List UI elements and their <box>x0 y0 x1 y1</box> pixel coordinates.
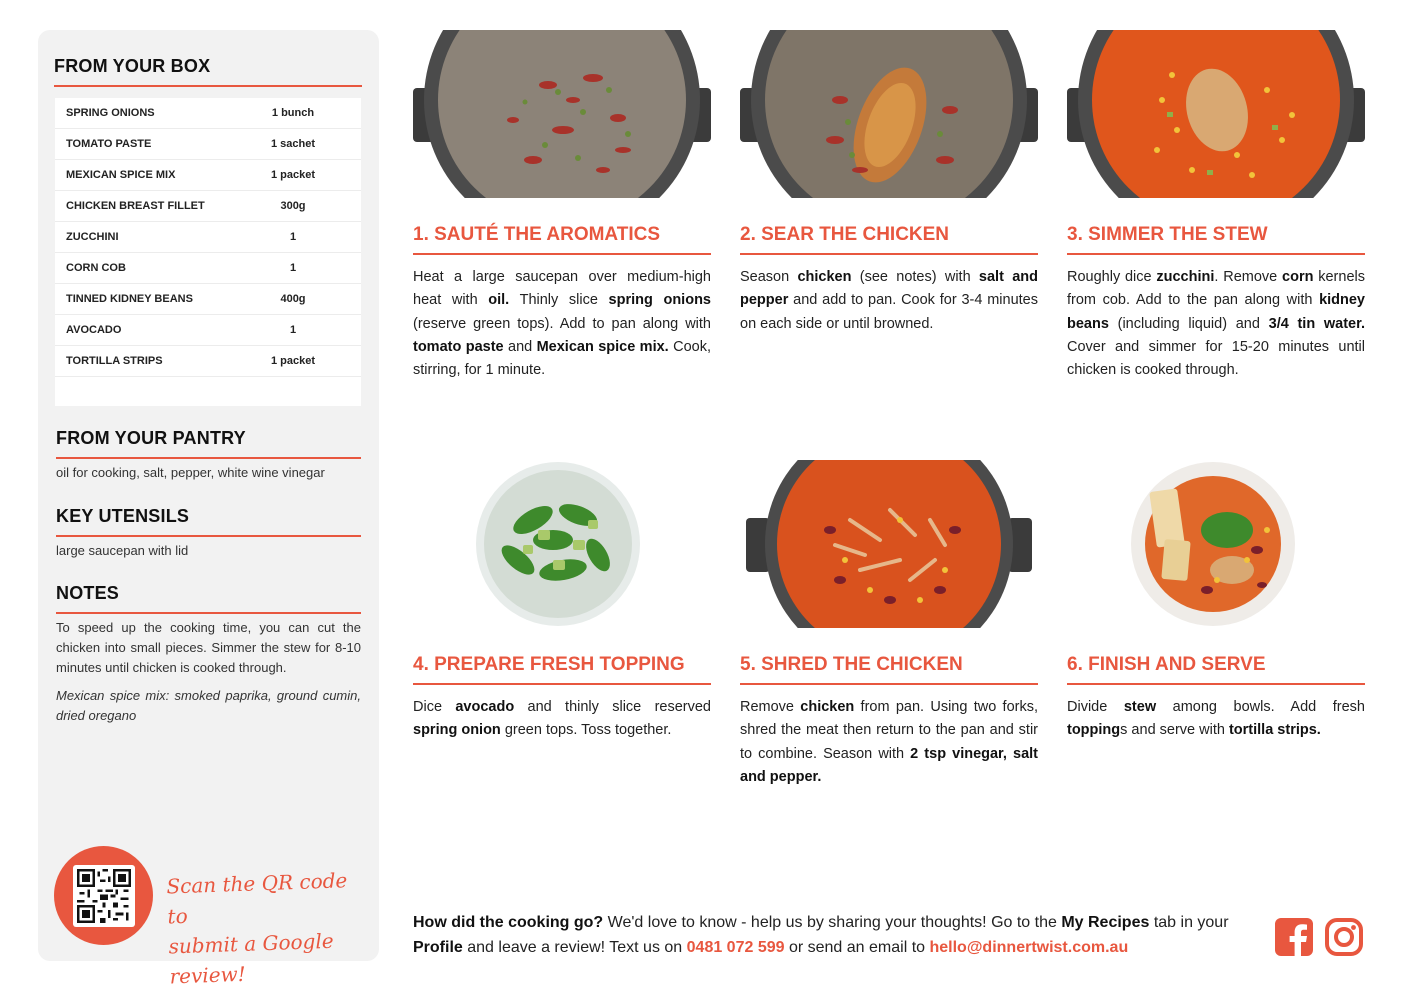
ingredient-qty: 300g <box>280 200 306 212</box>
list-item <box>55 191 361 222</box>
bowl-topping-photo <box>413 460 711 628</box>
body-text: and leave a review! Text us on <box>462 939 687 956</box>
body-text: Cook, stirring, for 1 minute. <box>413 338 711 379</box>
list-item <box>55 253 361 284</box>
ingredient-qty: 1 packet <box>270 169 316 181</box>
ingredient-qty: 400g <box>280 293 306 305</box>
emphasis-text: Profile <box>413 939 463 956</box>
emphasis-text: corn <box>1282 269 1314 285</box>
step-1-image <box>413 30 711 198</box>
ingredient-name: CHICKEN BREAST FILLET <box>66 200 205 212</box>
step-6-instructions <box>1067 696 1365 743</box>
step-5-instructions <box>740 696 1038 789</box>
ingredient-qty: 1 <box>289 231 297 243</box>
emphasis-text: spring onions <box>608 292 711 309</box>
list-item <box>55 222 361 253</box>
qr-code-badge[interactable] <box>54 846 153 945</box>
qr-code-icon <box>77 869 131 923</box>
step-3-title: 3. SIMMER THE STEW <box>1067 224 1365 255</box>
step-3-instructions <box>1067 266 1365 382</box>
emphasis-text: salt and pepper <box>740 269 1038 309</box>
ingredient-name: TORTILLA STRIPS <box>66 355 163 367</box>
body-text: (reserve green tops). Add to pan along with <box>413 315 711 332</box>
body-text: s and serve with <box>1120 722 1229 739</box>
step-2-instructions <box>740 266 1038 336</box>
contact-link[interactable]: hello@dinnertwist.com.au <box>929 939 1129 956</box>
ingredient-name: TOMATO PASTE <box>66 138 152 150</box>
emphasis-text: avocado <box>455 699 515 715</box>
body-text: Season <box>740 269 798 285</box>
bowl-serve-photo <box>1067 460 1365 628</box>
list-item <box>55 346 361 377</box>
step-2-image <box>740 30 1038 198</box>
ingredient-name: MEXICAN SPICE MIX <box>66 169 176 181</box>
body-text: Divide <box>1067 699 1124 715</box>
ingredient-list <box>55 98 361 406</box>
emphasis-text: topping <box>1067 722 1121 739</box>
body-text: We'd love to know - help us by sharing your thoughts! Go to the <box>603 914 1062 931</box>
emphasis-text: 2 tsp vinegar, salt and pepper. <box>740 745 1038 785</box>
step-1-instructions <box>413 266 711 382</box>
pan-chicken-photo <box>740 30 1038 198</box>
instagram-icon[interactable] <box>1325 918 1363 956</box>
qr-caption-line2: submit a Google review! <box>168 928 334 989</box>
step-4-image <box>413 460 711 628</box>
body-text: . Remove <box>1214 269 1283 285</box>
emphasis-text: oil. <box>488 292 510 309</box>
list-item <box>55 160 361 191</box>
list-item <box>55 129 361 160</box>
ingredient-qty: 1 <box>289 324 297 336</box>
ingredient-qty: 1 packet <box>270 355 316 367</box>
emphasis-text: spring onion <box>413 722 501 739</box>
ingredient-name: ZUCCHINI <box>66 231 119 243</box>
body-text: green tops. Toss together. <box>500 722 672 739</box>
step-5-title: 5. SHRED THE CHICKEN <box>740 654 1038 685</box>
body-text: and <box>503 338 537 355</box>
body-text: and add to pan. Cook for 3-4 minutes on each side or until browned. <box>740 292 1038 332</box>
emphasis-text: chicken <box>797 269 852 285</box>
ingredient-qty: 1 sachet <box>270 138 316 150</box>
from-your-pantry-title: FROM YOUR PANTRY <box>56 428 361 459</box>
step-6-title: 6. FINISH AND SERVE <box>1067 654 1365 685</box>
review-footer <box>413 910 1263 960</box>
pan-aromatics-photo <box>413 30 711 198</box>
pantry-text: oil for cooking, salt, pepper, white wine vinegar <box>56 465 325 480</box>
emphasis-text: chicken <box>800 699 855 715</box>
contact-link[interactable]: 0481 072 599 <box>686 939 785 956</box>
ingredient-qty: 1 <box>289 262 297 274</box>
body-text: from pan. Using two forks, shred the meat then return to the pan and stir to combine. Season with <box>740 699 1038 762</box>
from-your-box-title: FROM YOUR BOX <box>54 56 362 87</box>
emphasis-text: How did the cooking go? <box>413 914 604 931</box>
emphasis-text: Mexican spice mix. <box>536 338 669 355</box>
ingredient-qty: 1 bunch <box>271 107 315 119</box>
utensils-text: large saucepan with lid <box>56 543 189 558</box>
body-text: among bowls. Add fresh <box>1156 699 1365 715</box>
emphasis-text: kidney beans <box>1067 292 1365 332</box>
emphasis-text: 3/4 tin water. <box>1268 315 1365 332</box>
body-text: and thinly slice reserved <box>514 699 711 715</box>
list-item <box>55 284 361 315</box>
facebook-icon[interactable] <box>1275 918 1313 956</box>
step-6-image <box>1067 460 1365 628</box>
body-text: (including liquid) and <box>1108 315 1269 332</box>
emphasis-text: tortilla strips. <box>1228 722 1321 739</box>
emphasis-text: tomato paste <box>413 338 504 355</box>
pan-stew-photo <box>1067 30 1365 198</box>
ingredient-name: SPRING ONIONS <box>66 107 155 119</box>
body-text: Cover and simmer for 15-20 minutes until chicken is cooked through. <box>1067 338 1365 379</box>
ingredient-name: AVOCADO <box>66 324 122 336</box>
notes-text: To speed up the cooking time, you can cut the chicken into small pieces. Simmer the stew for 8-10 minutes until chicken is cooked through. <box>56 620 361 675</box>
ingredient-name: TINNED KIDNEY BEANS <box>66 293 193 305</box>
step-3-image <box>1067 30 1365 198</box>
emphasis-text: zucchini <box>1156 269 1215 285</box>
body-text: (see notes) with <box>851 269 979 285</box>
list-item <box>55 315 361 346</box>
ingredient-name: CORN COB <box>66 262 126 274</box>
body-text: Dice <box>413 699 456 715</box>
notes-title: NOTES <box>56 583 361 614</box>
emphasis-text: stew <box>1123 699 1157 715</box>
body-text: Heat a large saucepan over medium-high heat with <box>413 269 711 309</box>
qr-caption <box>166 865 370 992</box>
emphasis-text: My Recipes <box>1061 914 1150 931</box>
step-4-title: 4. PREPARE FRESH TOPPING <box>413 654 711 685</box>
body-text: Remove <box>740 699 801 715</box>
body-text: Thinly slice <box>509 292 609 309</box>
body-text: Roughly dice <box>1067 269 1157 285</box>
key-utensils-title: KEY UTENSILS <box>56 506 361 537</box>
sidebar <box>38 30 379 989</box>
step-2-title: 2. SEAR THE CHICKEN <box>740 224 1038 255</box>
body-text: or send an email to <box>784 939 930 956</box>
list-item <box>55 98 361 129</box>
notes-spice-mix: Mexican spice mix: smoked paprika, ground cumin, dried oregano <box>56 688 361 723</box>
qr-caption-line1: Scan the QR code to <box>166 868 348 929</box>
body-text: tab in your <box>1149 914 1229 931</box>
body-text: kernels from cob. Add to the pan along with <box>1067 269 1365 309</box>
step-1-title: 1. SAUTÉ THE AROMATICS <box>413 224 711 255</box>
step-4-instructions <box>413 696 711 743</box>
pan-shredded-photo <box>740 460 1038 628</box>
step-5-image <box>740 460 1038 628</box>
